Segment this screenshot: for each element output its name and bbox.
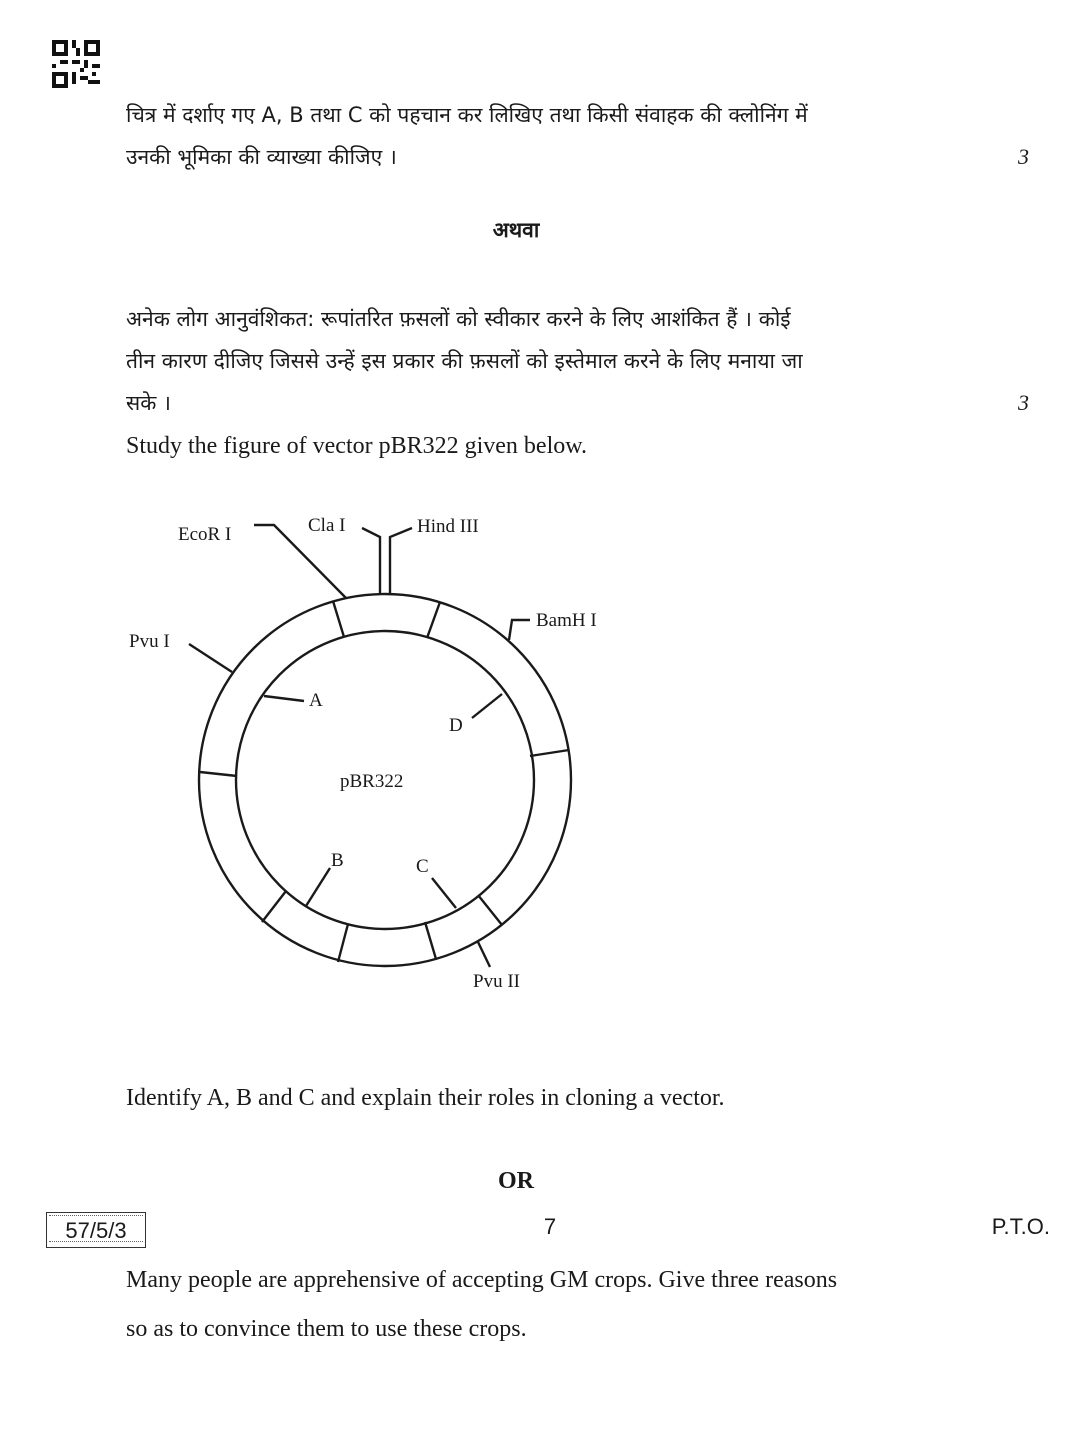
hindi-question [126,94,986,178]
hindi-alt-line-1: अनेक लोग आनुवंशिकत: रूपांतरित फ़सलों को स्वीकार करने के लिए आशंकित हैं । कोई [126,307,791,331]
ring-divider [262,891,286,922]
ring-divider [478,895,502,925]
cla1-leader [362,528,380,594]
pointer-a [264,696,304,701]
pvu2-leader [478,942,490,967]
ring-divider [427,602,440,638]
region-d-label: D [449,715,463,736]
pvu2-label: Pvu II [473,971,520,992]
region-b-label: B [331,850,344,871]
hind3-label: Hind III [417,516,479,537]
hind3-leader [390,528,412,594]
ring-divider [333,601,344,637]
region-c-label: C [416,856,429,877]
paper-code-box [46,1212,146,1248]
paper-code: 57/5/3 [65,1218,127,1243]
page-number: 7 [543,1214,557,1239]
cla1-label: Cla I [308,515,346,536]
hindi-question-line-1: चित्र में दर्शाए गए A, B तथा C को पहचान कर लिखिए तथा किसी संवाहक की क्लोनिंग में [126,103,808,127]
ecor1-label: EcoR I [178,524,232,545]
bamh1-leader [509,620,530,640]
pointer-c [432,878,456,908]
qr-code-icon [52,40,100,88]
english-intro: Study the figure of vector pBR322 given below. [126,433,588,459]
pvu1-label: Pvu I [129,631,170,652]
pvu1-leader [189,644,232,672]
marks-label: 3 [1018,144,1029,169]
hindi-question-line-2: उनकी भूमिका की व्याख्या कीजिए । [126,145,397,169]
english-alt-line-1: Many people are apprehensive of accepting GM crops. Give three reasons [126,1267,838,1293]
hindi-or-heading: अथवा [492,218,540,242]
english-question: Identify A, B and C and explain their roles in cloning a vector. [126,1085,725,1111]
hindi-alt-line-3: सके । [126,391,171,415]
pointer-d [472,694,502,718]
pointer-b [306,868,330,906]
english-alt-line-2: so as to convince them to use these crops. [126,1316,527,1342]
ring-divider [425,922,436,959]
pto-label: P.T.O. [991,1214,1050,1239]
english-alternative-question [126,1256,986,1354]
bamh1-label: BamH I [536,610,597,631]
marks-label: 3 [1018,390,1029,415]
pbr322-vector-diagram [0,480,700,1020]
hindi-alternative-question [126,298,986,424]
english-or-heading: OR [498,1168,534,1194]
region-a-label: A [309,690,323,711]
hindi-alt-line-2: तीन कारण दीजिए जिससे उन्हें इस प्रकार की फ़सलों को इस्तेमाल करने के लिए मनाया जा [126,349,803,373]
ring-divider [338,924,348,962]
ring-divider [200,772,237,776]
center-label: pBR322 [340,771,404,792]
ring-divider [530,750,569,756]
